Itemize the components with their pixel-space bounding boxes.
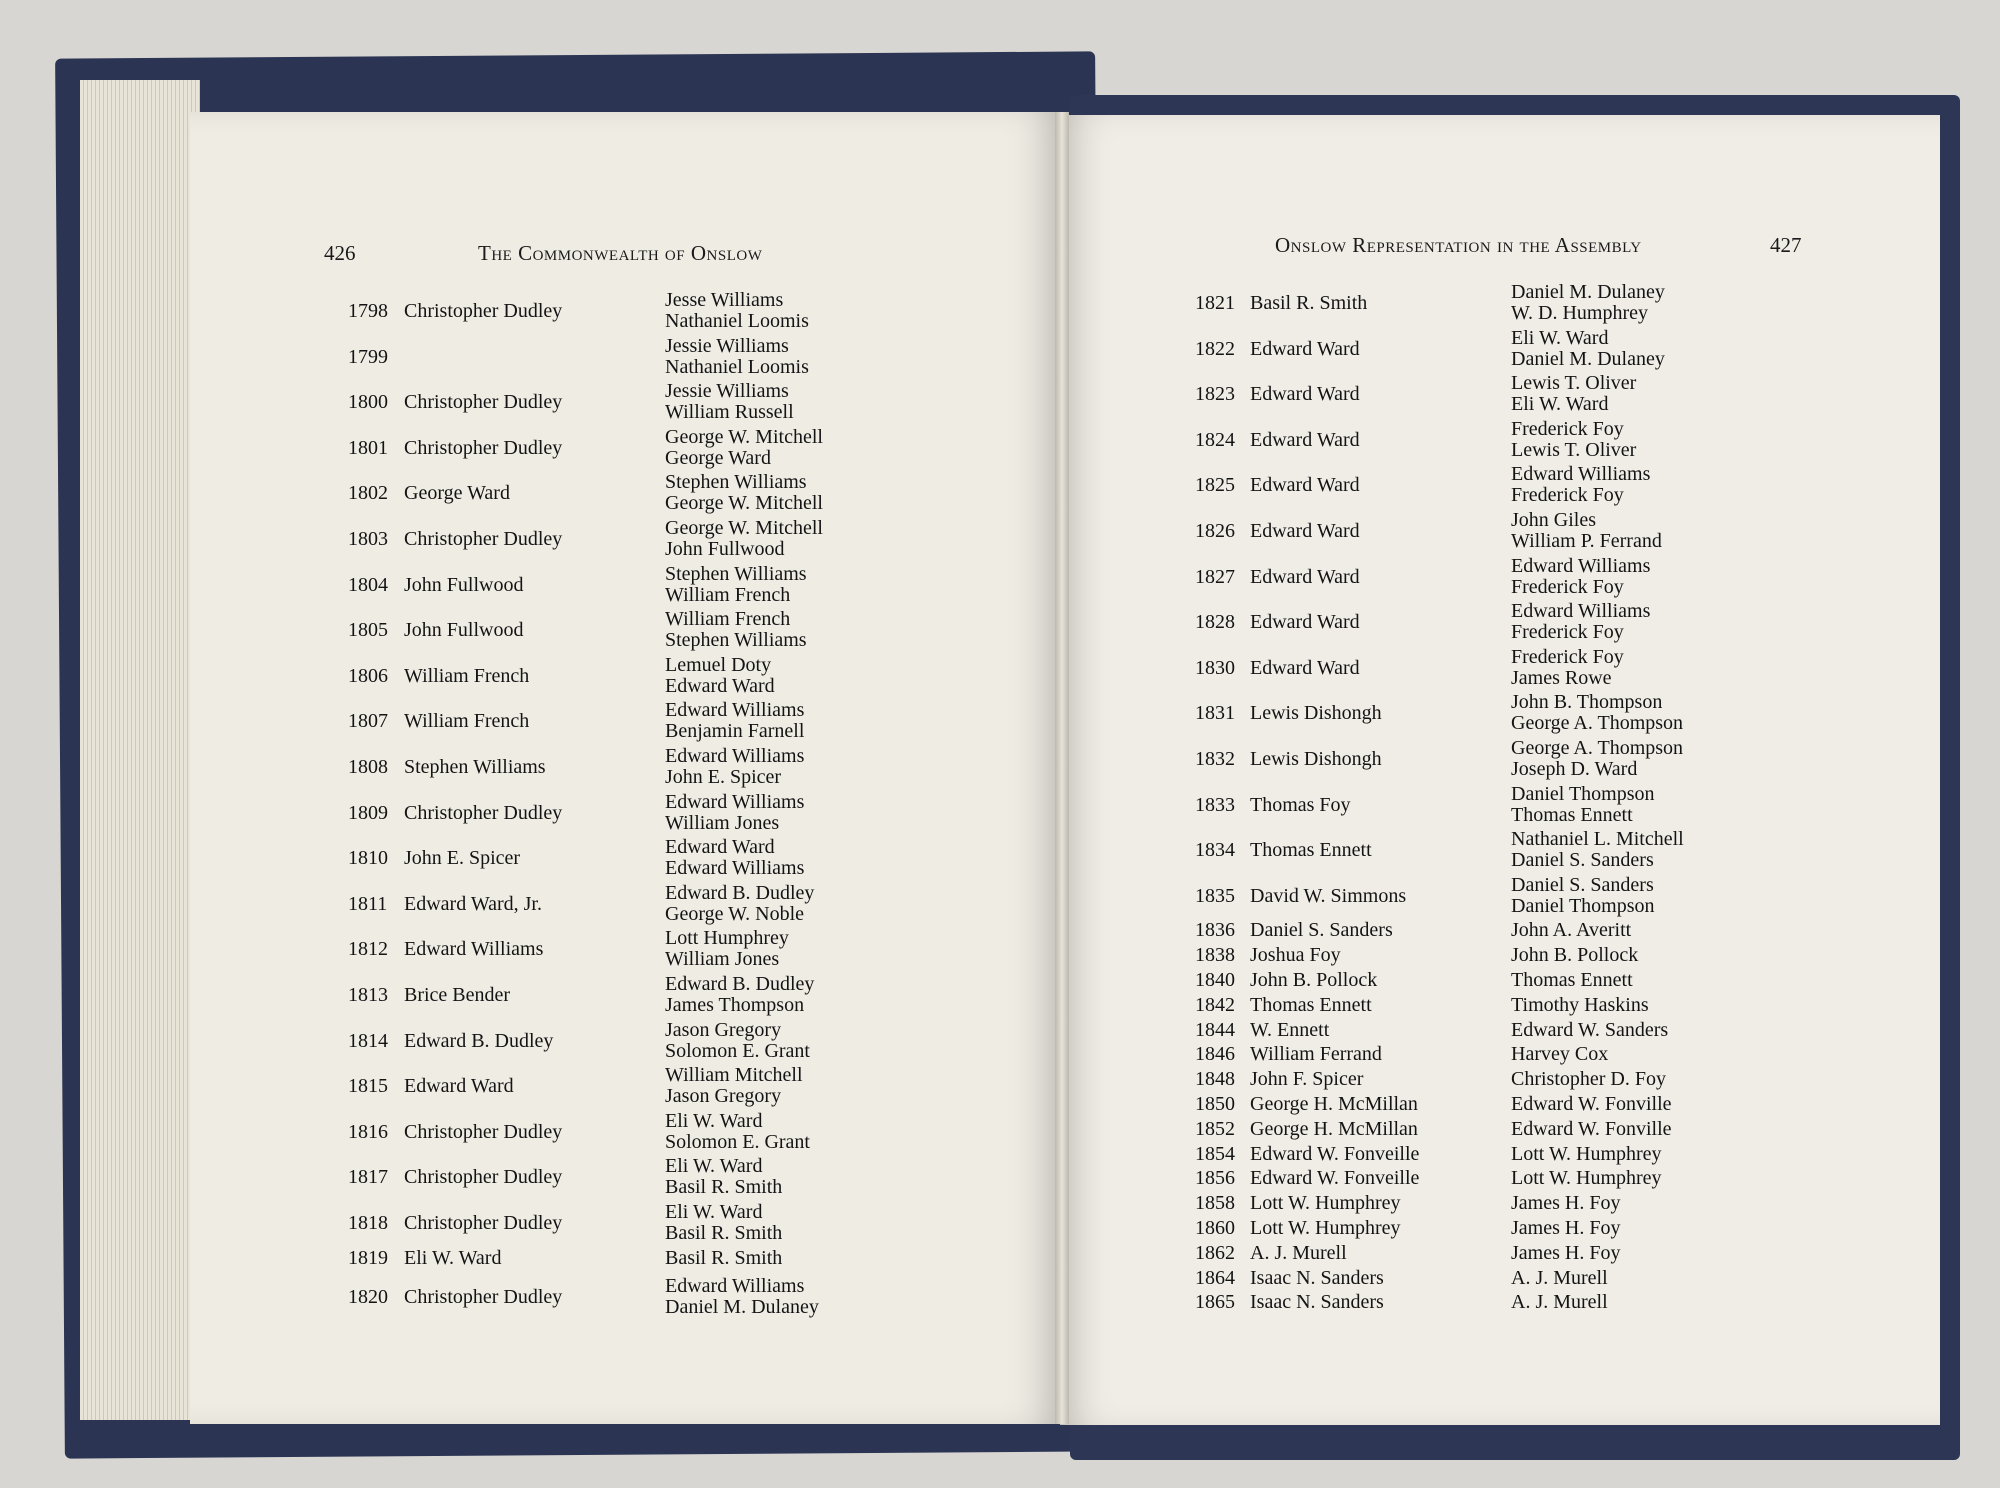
senator-cell: William French <box>404 664 530 687</box>
commons-member-cell: Daniel M. Dulaney <box>1511 347 1665 370</box>
commons-member-cell: Lott W. Humphrey <box>1511 1167 1662 1190</box>
commons-member-cell: Edward W. Fonville <box>1511 1117 1672 1140</box>
senator-cell: Christopher Dudley <box>404 528 563 550</box>
commons-member-cell: A. J. Murell <box>1511 1291 1608 1314</box>
commons-member-cell: Joseph D. Ward <box>1511 758 1638 780</box>
senator-cell: George H. McMillan <box>1250 1093 1418 1115</box>
commons-member-cell: Lott Humphrey <box>665 927 789 950</box>
year-cell: 1848 <box>1195 1068 1235 1091</box>
commons-member-cell: George W. Noble <box>665 902 805 925</box>
commons-member-cell: Edward Williams <box>665 1274 805 1297</box>
year-cell: 1842 <box>1195 993 1235 1016</box>
senator-cell: George H. McMillan <box>1250 1117 1418 1140</box>
commons-member-cell: Timothy Haskins <box>1511 993 1649 1016</box>
commons-member-cell: William Mitchell <box>665 1064 803 1087</box>
commons-member-cell: Edward Ward <box>665 674 775 697</box>
commons-member-cell: John E. Spicer <box>665 766 782 788</box>
commons-member-cell: James H. Foy <box>1511 1217 1621 1239</box>
commons-member-cell: Thomas Ennett <box>1511 803 1633 826</box>
commons-member-cell: Nathaniel Loomis <box>665 310 809 332</box>
year-cell: 1825 <box>1195 474 1235 497</box>
senator-cell: David W. Simmons <box>1250 884 1407 907</box>
commons-member-cell: George Ward <box>665 446 771 469</box>
commons-member-cell: Edward W. Fonville <box>1511 1093 1672 1115</box>
year-cell: 1822 <box>1195 337 1235 360</box>
commons-member-cell: Basil R. Smith <box>665 1246 783 1269</box>
senator-cell: Lott W. Humphrey <box>1250 1217 1401 1239</box>
commons-member-cell: James Rowe <box>1511 666 1612 689</box>
senator-cell: Edward Ward <box>1250 565 1360 588</box>
year-cell: 1836 <box>1195 919 1235 942</box>
commons-member-cell: George A. Thompson <box>1511 737 1684 759</box>
year-cell: 1854 <box>1195 1142 1235 1165</box>
senator-cell: Edward Ward <box>1250 656 1360 679</box>
commons-member-cell: John B. Thompson <box>1511 691 1663 714</box>
year-cell: 1831 <box>1195 702 1235 725</box>
commons-member-cell: Daniel M. Dulaney <box>665 1295 819 1318</box>
year-cell: 1856 <box>1195 1167 1235 1190</box>
year-cell: 1835 <box>1195 884 1235 907</box>
commons-member-cell: Basil R. Smith <box>665 1176 783 1199</box>
year-cell: 1833 <box>1195 793 1235 816</box>
year-cell: 1826 <box>1195 520 1235 542</box>
commons-member-cell: Edward W. Sanders <box>1511 1018 1669 1041</box>
commons-member-cell: James H. Foy <box>1511 1192 1621 1215</box>
senator-cell: Edward Ward <box>404 1075 514 1098</box>
right-page-number: 427 <box>1770 233 1802 257</box>
year-cell: 1834 <box>1195 839 1235 862</box>
senator-cell: Christopher Dudley <box>404 801 563 824</box>
commons-member-cell: Edward Ward <box>665 836 775 859</box>
senator-cell: Basil R. Smith <box>1250 292 1368 314</box>
year-cell: 1823 <box>1195 383 1235 406</box>
commons-member-cell: Lewis T. Oliver <box>1511 438 1637 461</box>
senator-cell: John Fullwood <box>404 619 524 642</box>
commons-member-cell: William Jones <box>665 948 780 971</box>
senator-cell: Edward Ward <box>1250 611 1360 634</box>
commons-member-cell: Daniel M. Dulaney <box>1511 281 1665 303</box>
senator-cell: Edward W. Fonveille <box>1250 1167 1420 1190</box>
year-cell: 1801 <box>348 436 388 459</box>
commons-member-cell: Eli W. Ward <box>665 1109 763 1132</box>
commons-member-cell: Nathaniel Loomis <box>665 355 809 378</box>
left-page-number: 426 <box>324 241 356 265</box>
senator-cell: Stephen Williams <box>404 756 546 778</box>
commons-member-cell: Jessie Williams <box>665 334 789 357</box>
senator-cell: Edward Williams <box>404 938 544 961</box>
year-cell: 1850 <box>1195 1093 1235 1115</box>
commons-member-cell: Christopher D. Foy <box>1511 1068 1666 1091</box>
senator-cell: John Fullwood <box>404 573 524 596</box>
left-running-head: The Commonwealth of Onslow <box>478 241 763 265</box>
commons-member-cell: Frederick Foy <box>1511 417 1624 440</box>
year-cell: 1814 <box>348 1029 388 1052</box>
year-cell: 1803 <box>348 528 388 550</box>
commons-member-cell: Stephen Williams <box>665 629 807 652</box>
year-cell: 1802 <box>348 482 388 505</box>
senator-cell: Thomas Ennett <box>1250 839 1372 862</box>
commons-member-cell: Jason Gregory <box>665 1018 782 1041</box>
commons-member-cell: Benjamin Farnell <box>665 720 805 743</box>
senator-cell: Christopher Dudley <box>404 436 563 459</box>
commons-member-cell: James H. Foy <box>1511 1241 1621 1264</box>
year-cell: 1813 <box>348 984 388 1006</box>
commons-member-cell: George W. Mitchell <box>665 492 823 515</box>
commons-member-cell: A. J. Murell <box>1511 1266 1608 1289</box>
commons-member-cell: Edward Williams <box>665 790 805 813</box>
senator-cell: Thomas Foy <box>1250 793 1351 816</box>
senator-cell: William French <box>404 710 530 733</box>
senator-cell: Edward B. Dudley <box>404 1029 554 1052</box>
year-cell: 1844 <box>1195 1018 1235 1041</box>
year-cell: 1830 <box>1195 656 1235 679</box>
year-cell: 1827 <box>1195 565 1235 588</box>
commons-member-cell: Edward B. Dudley <box>665 881 815 904</box>
commons-member-cell: Frederick Foy <box>1511 484 1624 507</box>
senator-cell: Thomas Ennett <box>1250 993 1372 1016</box>
senator-cell: Isaac N. Sanders <box>1250 1291 1384 1314</box>
commons-member-cell: Eli W. Ward <box>665 1155 763 1178</box>
commons-member-cell: Edward Williams <box>665 699 805 722</box>
commons-member-cell: James Thompson <box>665 994 805 1016</box>
right-running-head: Onslow Representation in the Assembly <box>1275 233 1642 257</box>
senator-cell: Brice Bender <box>404 984 511 1006</box>
commons-member-cell: George W. Mitchell <box>665 425 823 448</box>
year-cell: 1811 <box>348 892 388 915</box>
commons-member-cell: Solomon E. Grant <box>665 1130 810 1153</box>
commons-member-cell: Jesse Williams <box>665 289 784 311</box>
commons-member-cell: Edward Williams <box>665 745 805 767</box>
commons-member-cell: Frederick Foy <box>1511 621 1624 644</box>
senator-cell: Lewis Dishongh <box>1250 748 1382 770</box>
commons-member-cell: Frederick Foy <box>1511 645 1624 668</box>
commons-member-cell: Daniel S. Sanders <box>1511 873 1654 896</box>
commons-member-cell: William P. Ferrand <box>1511 530 1662 552</box>
right-page <box>1060 115 1940 1425</box>
year-cell: 1852 <box>1195 1117 1235 1140</box>
commons-member-cell: Nathaniel L. Mitchell <box>1511 828 1684 851</box>
senator-cell: Isaac N. Sanders <box>1250 1266 1384 1289</box>
commons-member-cell: Daniel Thompson <box>1511 782 1655 805</box>
commons-member-cell: Jason Gregory <box>665 1085 782 1108</box>
commons-member-cell: Edward Williams <box>665 857 805 880</box>
year-cell: 1810 <box>348 847 388 870</box>
commons-member-cell: Frederick Foy <box>1511 575 1624 598</box>
commons-member-cell: William French <box>665 583 791 606</box>
year-cell: 1809 <box>348 801 388 824</box>
commons-member-cell: Lewis T. Oliver <box>1511 372 1637 395</box>
senator-cell: Joshua Foy <box>1250 944 1341 967</box>
year-cell: 1818 <box>348 1212 388 1234</box>
left-page <box>190 112 1060 1424</box>
year-cell: 1860 <box>1195 1217 1235 1239</box>
commons-member-cell: John Fullwood <box>665 538 785 560</box>
commons-member-cell: Jessie Williams <box>665 380 789 403</box>
commons-member-cell: George A. Thompson <box>1511 712 1684 735</box>
year-cell: 1812 <box>348 938 388 961</box>
senator-cell: John E. Spicer <box>404 847 521 870</box>
commons-member-cell: Solomon E. Grant <box>665 1039 810 1062</box>
year-cell: 1846 <box>1195 1043 1235 1066</box>
year-cell: 1864 <box>1195 1266 1235 1289</box>
year-cell: 1828 <box>1195 611 1235 634</box>
commons-member-cell: Edward Williams <box>1511 600 1651 623</box>
senator-cell: Edward Ward <box>1250 474 1360 497</box>
year-cell: 1800 <box>348 391 388 414</box>
senator-cell: John B. Pollock <box>1250 969 1378 991</box>
senator-cell: Edward Ward <box>1250 428 1360 451</box>
commons-member-cell: Lott W. Humphrey <box>1511 1142 1662 1165</box>
year-cell: 1805 <box>348 619 388 642</box>
year-cell: 1807 <box>348 710 388 733</box>
commons-member-cell: William Jones <box>665 811 780 834</box>
commons-member-cell: Edward Williams <box>1511 463 1651 486</box>
senator-cell: William Ferrand <box>1250 1043 1382 1066</box>
year-cell: 1817 <box>348 1166 388 1189</box>
commons-member-cell: Lemuel Doty <box>665 653 772 676</box>
commons-member-cell: Harvey Cox <box>1511 1043 1609 1066</box>
commons-member-cell: W. D. Humphrey <box>1511 302 1649 324</box>
senator-cell: Christopher Dudley <box>404 1120 563 1143</box>
commons-member-cell: Daniel S. Sanders <box>1511 849 1654 872</box>
commons-member-cell: Daniel Thompson <box>1511 894 1655 917</box>
senator-cell: George Ward <box>404 482 510 505</box>
commons-member-cell: Stephen Williams <box>665 562 807 585</box>
senator-cell: Daniel S. Sanders <box>1250 919 1393 942</box>
commons-member-cell: Eli W. Ward <box>1511 326 1609 349</box>
year-cell: 1806 <box>348 664 388 687</box>
commons-member-cell: George W. Mitchell <box>665 517 823 539</box>
year-cell: 1815 <box>348 1075 388 1098</box>
senator-cell: Edward Ward <box>1250 383 1360 406</box>
senator-cell: Christopher Dudley <box>404 1166 563 1189</box>
year-cell: 1824 <box>1195 428 1235 451</box>
year-cell: 1865 <box>1195 1291 1235 1314</box>
senator-cell: Eli W. Ward <box>404 1246 502 1269</box>
commons-member-cell: Eli W. Ward <box>665 1201 763 1223</box>
year-cell: 1808 <box>348 756 388 778</box>
commons-member-cell: John A. Averitt <box>1511 919 1632 942</box>
year-cell: 1820 <box>348 1285 388 1308</box>
commons-member-cell: John B. Pollock <box>1511 944 1639 967</box>
page-edges <box>80 80 200 1420</box>
year-cell: 1862 <box>1195 1241 1235 1264</box>
year-cell: 1840 <box>1195 969 1235 991</box>
commons-member-cell: John Giles <box>1511 509 1596 531</box>
commons-member-cell: William French <box>665 608 791 631</box>
commons-member-cell: Edward Williams <box>1511 554 1651 577</box>
senator-cell: Lott W. Humphrey <box>1250 1192 1401 1215</box>
commons-member-cell: Edward B. Dudley <box>665 973 815 995</box>
senator-cell: Christopher Dudley <box>404 300 563 322</box>
senator-cell: Christopher Dudley <box>404 1285 563 1308</box>
commons-member-cell: Stephen Williams <box>665 471 807 494</box>
senator-cell: W. Ennett <box>1250 1018 1330 1041</box>
senator-cell: Edward W. Fonveille <box>1250 1142 1420 1165</box>
year-cell: 1799 <box>348 345 388 368</box>
senator-cell: Christopher Dudley <box>404 1212 563 1234</box>
senator-cell: Edward Ward <box>1250 520 1360 542</box>
year-cell: 1819 <box>348 1246 388 1269</box>
senator-cell: Edward Ward, Jr. <box>404 892 542 915</box>
senator-cell: John F. Spicer <box>1250 1068 1364 1091</box>
senator-cell: Lewis Dishongh <box>1250 702 1382 725</box>
senator-cell: Christopher Dudley <box>404 391 563 414</box>
commons-member-cell: Basil R. Smith <box>665 1222 783 1244</box>
commons-member-cell: Eli W. Ward <box>1511 393 1609 416</box>
year-cell: 1816 <box>348 1120 388 1143</box>
commons-member-cell: Thomas Ennett <box>1511 969 1633 991</box>
year-cell: 1804 <box>348 573 388 596</box>
year-cell: 1798 <box>348 300 388 322</box>
year-cell: 1832 <box>1195 748 1235 770</box>
commons-member-cell: William Russell <box>665 401 794 424</box>
year-cell: 1821 <box>1195 292 1235 314</box>
senator-cell: Edward Ward <box>1250 337 1360 360</box>
year-cell: 1858 <box>1195 1192 1235 1215</box>
book-gutter <box>1055 112 1069 1424</box>
year-cell: 1838 <box>1195 944 1235 967</box>
senator-cell: A. J. Murell <box>1250 1241 1347 1264</box>
